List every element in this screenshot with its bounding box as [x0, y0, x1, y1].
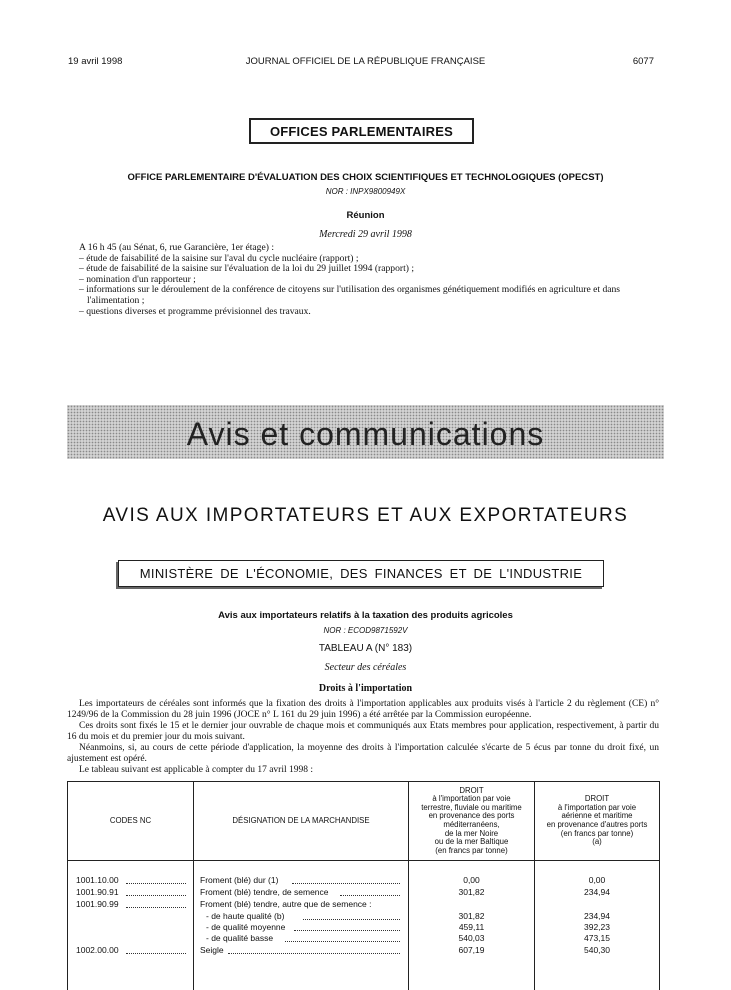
cell-code: 1001.90.91 — [76, 887, 119, 897]
paragraph: Ces droits sont fixés le 15 et le dernier jour ouvrable de chaque mois et communiqués aux Etats membres pour application, respectivement, à partir du 16 du mois et du premier jour du mois suivant. — [67, 721, 659, 742]
cell-code: 1001.90.99 — [76, 899, 119, 909]
cell-code: 1002.00.00 — [76, 945, 119, 955]
leader-dots — [126, 899, 186, 908]
agenda-item: – nomination d'un rapporteur ; — [79, 273, 196, 285]
cell-code: 1001.10.00 — [76, 875, 119, 885]
cell-droit-1: 301,82 — [458, 887, 485, 897]
cell-designation: Froment (blé) dur (1) — [200, 875, 279, 885]
header-codes: CODES NC — [109, 815, 152, 825]
cell-droit-1: 607,19 — [458, 945, 485, 955]
cell-droit-1: 540,03 — [458, 933, 485, 943]
journal-title: JOURNAL OFFICIEL DE LA RÉPUBLIQUE FRANÇAISE — [245, 56, 486, 67]
offices-title: OFFICES PARLEMENTAIRES — [269, 123, 454, 139]
leader-dots — [228, 945, 400, 954]
body-text — [67, 699, 659, 776]
ministry-box — [118, 560, 604, 587]
cell-droit-1: 459,11 — [458, 922, 485, 932]
leader-dots — [126, 945, 186, 954]
header-designation: DÉSIGNATION DE LA MARCHANDISE — [232, 815, 370, 825]
cell-designation: - de haute qualité (b) — [206, 911, 285, 921]
agenda-item: – questions diverses et programme prévisionnel des travaux. — [79, 305, 311, 317]
agenda-list — [79, 243, 659, 317]
cell-droit-2: 540,30 — [584, 945, 610, 955]
page-number: 6077 — [632, 56, 654, 67]
avis-title: Avis aux importateurs relatifs à la taxation des produits agricoles — [218, 610, 513, 621]
droits-title: Droits à l'importation — [318, 683, 413, 694]
nor-reference-2: NOR : ECOD9871592V — [323, 626, 408, 635]
cell-designation: - de qualité moyenne — [206, 922, 286, 932]
cell-droit-1: 0,00 — [463, 875, 480, 885]
agenda-item: A 16 h 45 (au Sénat, 6, rue Garancière, 1er étage) : — [79, 242, 274, 253]
cell-designation: - de qualité basse — [206, 933, 274, 943]
cell-droit-2: 234,94 — [584, 887, 610, 897]
banner-title: Avis et communications — [186, 416, 545, 452]
agenda-item: – étude de faisabilité de la saisine sur l'évaluation de la loi du 29 juillet 1994 (rapport) ; — [79, 263, 415, 275]
paragraph: Le tableau suivant est applicable à compter du 17 avril 1998 : — [79, 765, 313, 775]
agenda-item: – informations sur le déroulement de la conférence de citoyens sur l'utilisation des organismes génétiquement modifiés en agriculture et dans l'alimentation ; — [79, 284, 621, 306]
ministry-title: MINISTÈRE DE L'ÉCONOMIE, DES FINANCES ET DE L'INDUSTRIE — [139, 566, 583, 581]
cell-droit-2: 0,00 — [588, 875, 606, 885]
tariff-table — [67, 781, 660, 990]
tableau-title: TABLEAU A (N° 183) — [318, 643, 413, 654]
cell-droit-2: 473,15 — [584, 933, 610, 943]
leader-dots — [294, 922, 400, 931]
leader-dots — [285, 933, 400, 942]
reunion-date: Mercredi 29 avril 1998 — [319, 229, 412, 240]
leader-dots — [292, 875, 400, 884]
reunion-heading: Réunion — [346, 210, 385, 221]
agenda-item: – étude de faisabilité de la saisine sur l'aval du cycle nucléaire (rapport) ; — [79, 252, 359, 264]
header-droit-2: DROIT à l'importation par voie aérienne et maritime en provenance d'autres ports (en francs par tonne) (a) — [546, 794, 648, 847]
offices-title-box — [249, 118, 474, 144]
cell-droit-2: 234,94 — [584, 911, 610, 921]
cell-designation: Froment (blé) tendre, de semence — [200, 887, 329, 897]
leader-dots — [340, 887, 400, 896]
issue-date: 19 avril 1998 — [68, 56, 123, 67]
cell-designation: Froment (blé) tendre, autre que de semence : — [200, 899, 372, 909]
nor-reference: NOR : INPX9800949X — [325, 187, 406, 196]
header-rule — [68, 860, 659, 861]
header-droit-1: DROIT à l'importation par voie terrestre, fluviale ou maritime en provenance des ports méditerranéens, de la mer Noire ou de la mer Baltique (en francs par tonne) — [421, 785, 522, 855]
leader-dots — [126, 875, 186, 884]
section-heading: AVIS AUX IMPORTATEURS ET AUX EXPORTATEURS — [102, 505, 629, 526]
leader-dots — [126, 887, 186, 896]
leader-dots — [303, 911, 400, 920]
cell-droit-1: 301,82 — [458, 911, 485, 921]
paragraph: Les importateurs de céréales sont informés que la fixation des droits à l'importation applicables aux produits visés à l'article 2 du règlement (CE) n° 1249/96 de la Commission du 28 juin 1996 (JOCE n° L 161 du 29 juin 1996) a été arrêtée par la Commission européenne. — [67, 699, 659, 720]
cell-designation: Seigle — [200, 945, 224, 955]
cell-droit-2: 392,23 — [584, 922, 610, 932]
office-title: OFFICE PARLEMENTAIRE D'ÉVALUATION DES CHOIX SCIENTIFIQUES ET TECHNOLOGIQUES (OPECST) — [127, 172, 604, 183]
secteur-title: Secteur des céréales — [324, 662, 407, 673]
paragraph: Néanmoins, si, au cours de cette période d'application, la moyenne des droits à l'importation calculée s'écarte de 5 écus par tonne du droit fixé, un ajustement est opéré. — [67, 743, 659, 764]
